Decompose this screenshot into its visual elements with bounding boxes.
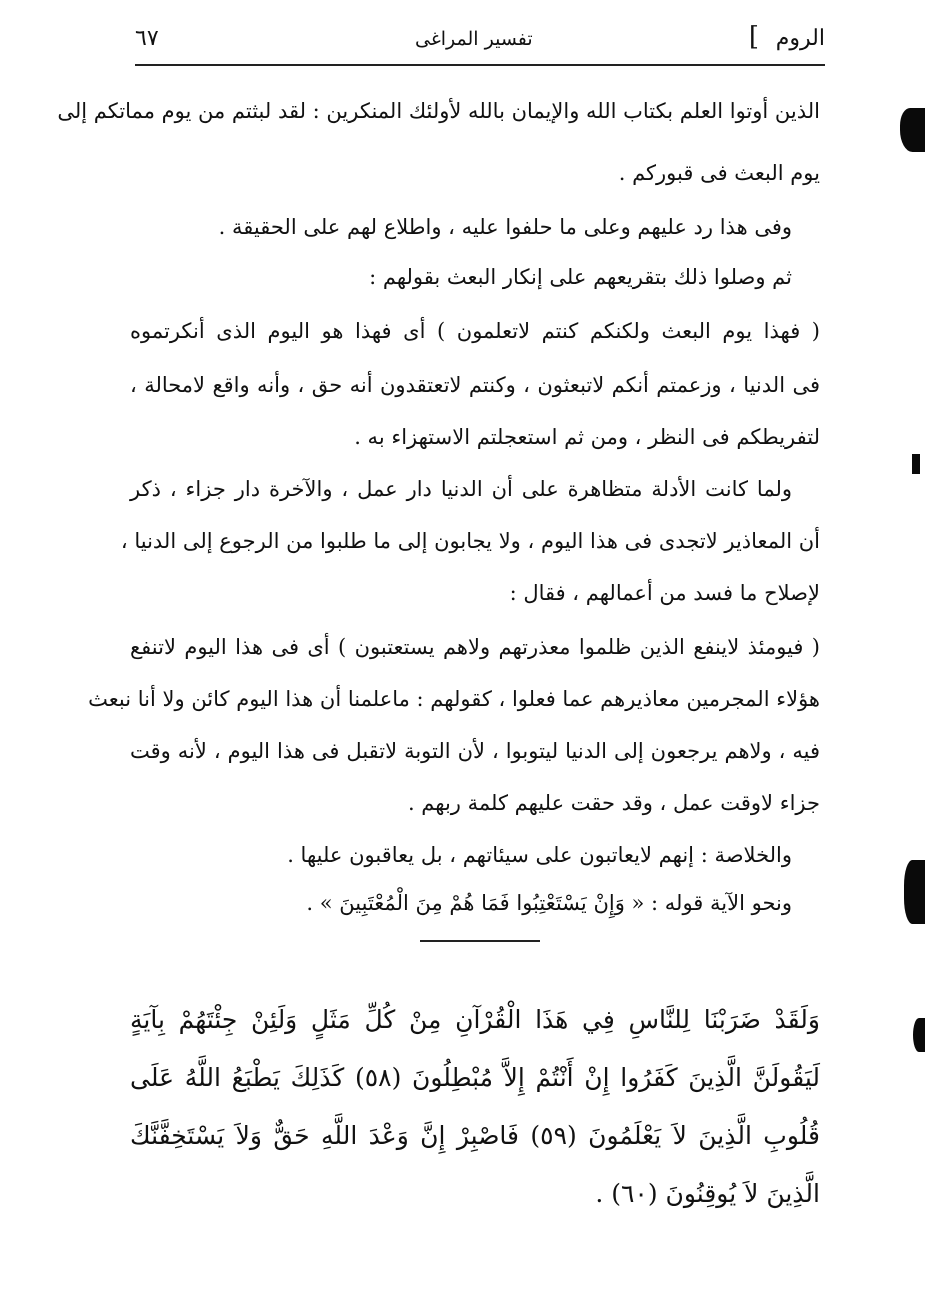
scan-blot [913,1018,925,1052]
section-divider [420,940,540,942]
body-line: ثم وصلوا ذلك بتقريعهم على إنكار البعث بقولهم : [369,265,792,289]
header-bracket: ] [748,22,759,52]
scan-blot [904,860,925,924]
body-line: فى الدنيا ، وزعمتم أنكم لاتبعثون ، وكنتم لاتعتقدون أنه حق ، وأنه واقع لامحالة ، [130,373,820,397]
verse-line: الَّذِينَ لاَ يُوقِنُونَ (٦٠) . [595,1179,820,1208]
verse-line: قُلُوبِ الَّذِينَ لاَ يَعْلَمُونَ (٥٩) فَاصْبِرْ إِنَّ وَعْدَ اللَّهِ حَقٌّ وَلاَ يَسْتَخِفَّنَّكَ [130,1121,820,1150]
body-line: أن المعاذير لاتجدى فى هذا اليوم ، ولا يجابون إلى ما طلبوا من الرجوع إلى الدنيا ، [120,529,820,553]
body-line: والخلاصة : إنهم لايعاتبون على سيئاتهم ، بل يعاقبون عليها . [287,843,792,867]
body-line: جزاء لاوقت عمل ، وقد حقت عليهم كلمة ربهم . [407,791,820,815]
body-line: لتفريطكم فى النظر ، ومن ثم استعجلتم الاستهزاء به . [354,425,820,449]
body-line: لإصلاح ما فسد من أعمالهم ، فقال : [509,581,820,605]
verse-line: وَلَقَدْ ضَرَبْنَا لِلنَّاسِ فِي هَذَا الْقُرْآنِ مِنْ كُلِّ مَثَلٍ وَلَئِنْ جِئْتَهُمْ بِآيَةٍ [130,1005,820,1034]
page-header [135,22,825,62]
header-rule [135,64,825,66]
body-line: الذين أوتوا العلم بكتاب الله والإيمان بالله لأولئك المنكرين : لقد لبثتم من يوم مماتكم إلى [57,99,820,123]
body-line: ( فهذا يوم البعث ولكنكم كنتم لاتعلمون ) أى فهذا هو اليوم الذى أنكرتموه [130,319,820,343]
body-line: ( فيومئذ لاينفع الذين ظلموا معذرتهم ولاهم يستعتبون ) أى فى هذا اليوم لاتنفع [130,635,820,659]
body-line: هؤلاء المجرمين معاذيرهم عما فعلوا ، كقولهم : ماعلمنا أن هذا اليوم كائن ولا أنا نبعث [88,687,820,711]
body-line: وفى هذا رد عليهم وعلى ما حلفوا عليه ، واطلاع لهم على الحقيقة . [218,215,792,239]
verse-line: لَيَقُولَنَّ الَّذِينَ كَفَرُوا إِنْ أَنْتُمْ إِلاَّ مُبْطِلُونَ (٥٨) كَذَلِكَ يَطْبَعُ اللَّهُ عَلَى [130,1063,821,1092]
body-line: ولما كانت الأدلة متظاهرة على أن الدنيا دار عمل ، والآخرة دار جزاء ، ذكر [130,477,792,501]
body-line: يوم البعث فى قبوركم . [618,161,820,185]
surah-name: الروم [775,26,825,51]
scan-blot [912,454,920,474]
scan-blot [900,108,925,152]
body-line: فيه ، ولاهم يرجعون إلى الدنيا ليتوبوا ، لأن التوبة لاتقبل فى هذا اليوم ، لأنه وقت [130,739,820,763]
body-line: ونحو الآية قوله : « وَإِنْ يَسْتَعْتِبُوا فَمَا هُمْ مِنَ الْمُعْتَبِينَ » . [306,891,792,915]
page-number: ٦٧ [135,26,159,51]
book-title: تفسير المراغى [415,28,533,50]
